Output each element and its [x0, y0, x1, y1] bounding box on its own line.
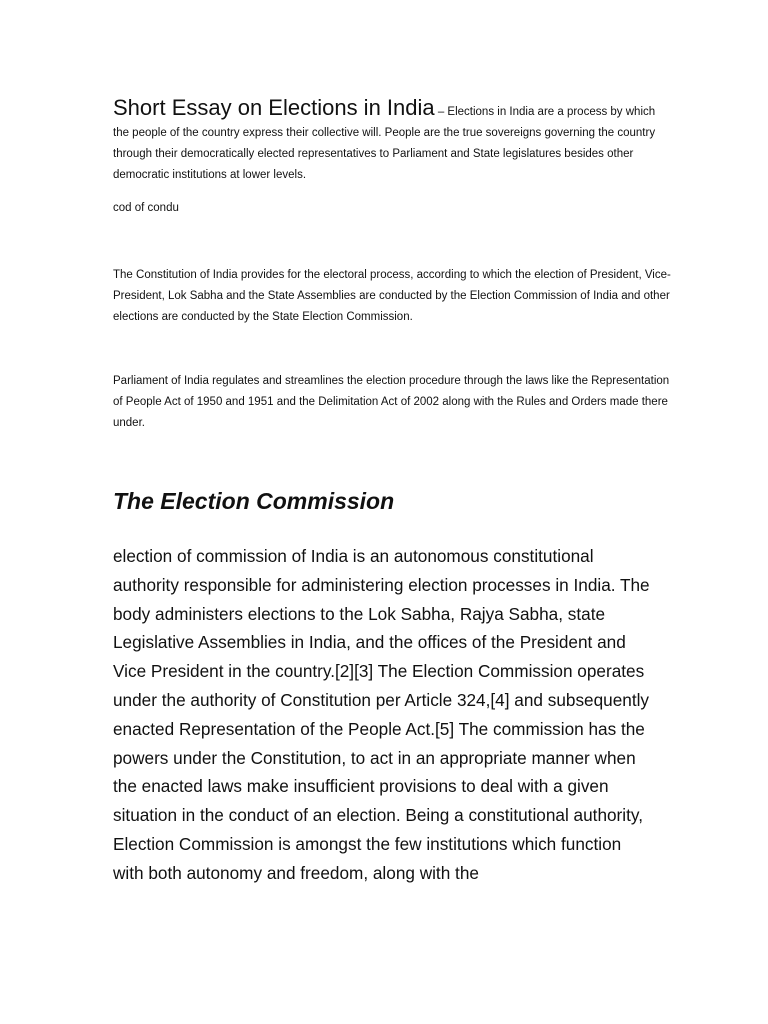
essay-intro — [113, 96, 673, 185]
document-content — [113, 96, 673, 888]
paragraph-constitution: The Constitution of India provides for the electoral process, according to which the election of President, Vice-President, Lok Sabha and the State Assemblies are conducted by the Election Commission of India and other elections are conducted by the State Election Commission. — [113, 269, 671, 323]
section-body: election of commission of India is an autonomous constitutional authority responsible for administering election processes in India. The body administers elections to the Lok Sabha, Rajya Sabha, state Legislative Assemblies in India, and the offices of the President and Vice President in the country.[2][3] The Election Commission operates under the authority of Constitution per Article 324,[4] and subsequently enacted Representation of the People Act.[5] The commission has the powers under the Constitution, to act in an appropriate manner when the enacted laws make insufficient provisions to deal with a given situation in the conduct of an election. Being a constitutional authority, Election Commission is amongst the few institutions which function with both autonomy and freedom, along with the — [113, 546, 650, 883]
paragraph-parliament: Parliament of India regulates and streamlines the election procedure through the laws like the Representation of People Act of 1950 and 1951 and the Delimitation Act of 2002 along with the Rules and Orders made there under. — [113, 375, 670, 429]
intro-paragraph: – Elections in India are a process by which the people of the country express their collective will. People are the true sovereigns governing the country through their democratically elected representatives to Parliament and State legislatures besides other democratic institutions at lower levels. — [113, 106, 656, 181]
essay-title: Short Essay on Elections in India — [113, 95, 435, 120]
note-text: cod of condu — [113, 202, 179, 214]
section-heading: The Election Commission — [113, 488, 395, 514]
